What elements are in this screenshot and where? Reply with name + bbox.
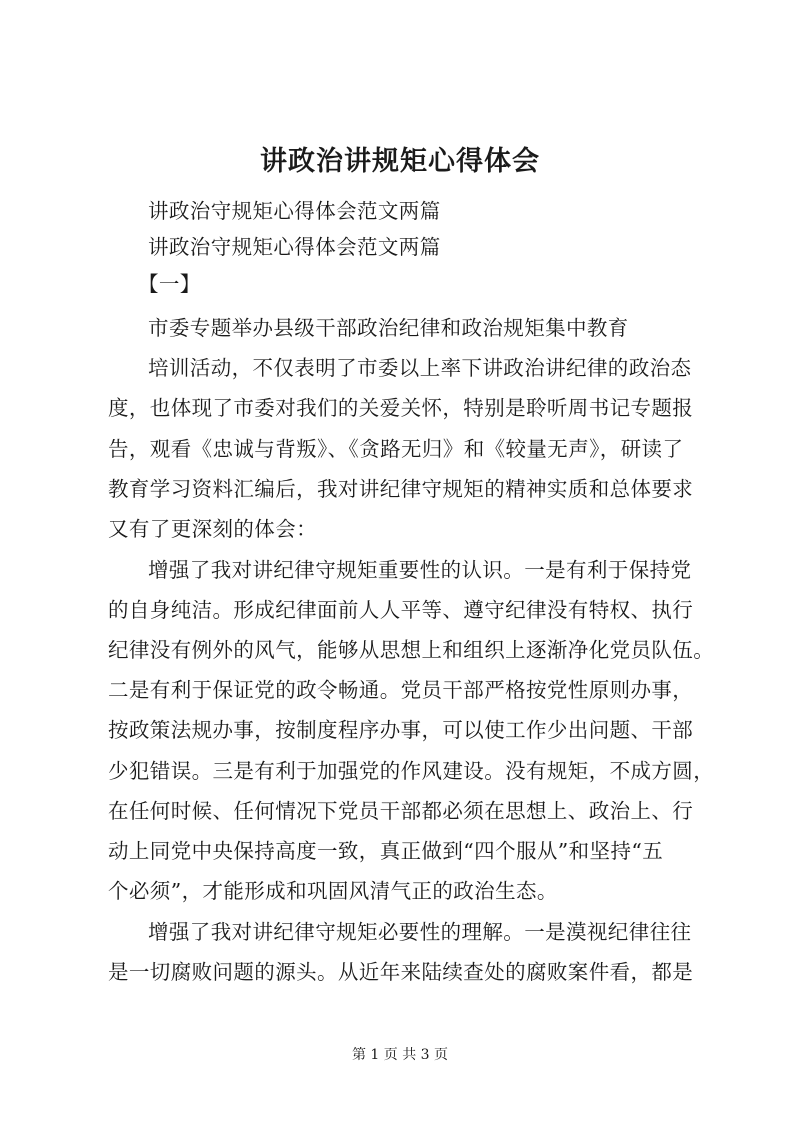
paragraph-line: 是一切腐败问题的源头。从近年来陆续查处的腐败案件看，都是 — [108, 960, 694, 984]
subtitle-line-1: 讲政治守规矩心得体会范文两篇 — [148, 199, 441, 223]
paragraph-line: 增强了我对讲纪律守规矩重要性的认识。一是有利于保持党 — [148, 558, 692, 582]
section-marker: 【一】 — [138, 272, 201, 296]
paragraph-line: 市委专题举办县级干部政治纪律和政治规矩集中教育 — [148, 316, 629, 340]
paragraph-line: 的自身纯洁。形成纪律面前人人平等、遵守纪律没有特权、执行 — [108, 598, 694, 622]
paragraph-line: 度，也体现了市委对我们的关爱关怀，特别是聆听周书记专题报 — [108, 396, 694, 420]
paragraph-line: 在任何时候、任何情况下党员干部都必须在思想上、政治上、行 — [108, 799, 694, 823]
paragraph-line: 少犯错误。三是有利于加强党的作风建设。没有规矩，不成方圆， — [108, 759, 715, 783]
paragraph-line: 个必须”，才能形成和巩固风清气正的政治生态。 — [108, 879, 558, 903]
paragraph-line: 二是有利于保证党的政令畅通。党员干部严格按党性原则办事， — [108, 678, 694, 702]
paragraph-line: 又有了更深刻的体会： — [108, 517, 317, 541]
paragraph-line: 培训活动，不仅表明了市委以上率下讲政治讲纪律的政治态 — [148, 356, 692, 380]
document-title: 讲政治讲规矩心得体会 — [260, 146, 540, 177]
paragraph-line: 增强了我对讲纪律守规矩必要性的理解。一是漠视纪律往往 — [148, 920, 692, 944]
paragraph-line: 纪律没有例外的风气，能够从思想上和组织上逐渐净化党员队伍。 — [108, 638, 715, 662]
paragraph-line: 告，观看《忠诚与背叛》、《贪路无归》和《较量无声》，研读了 — [108, 437, 684, 461]
page-number-footer: 第 1 页 共 3 页 — [351, 1047, 449, 1063]
subtitle-line-2: 讲政治守规矩心得体会范文两篇 — [148, 235, 441, 259]
paragraph-line: 按政策法规办事，按制度程序办事，可以使工作少出问题、干部 — [108, 718, 694, 742]
paragraph-line: 动上同党中央保持高度一致，真正做到“四个服从”和坚持“五 — [108, 839, 664, 863]
paragraph-line: 教育学习资料汇编后，我对讲纪律守规矩的精神实质和总体要求 — [108, 477, 694, 501]
